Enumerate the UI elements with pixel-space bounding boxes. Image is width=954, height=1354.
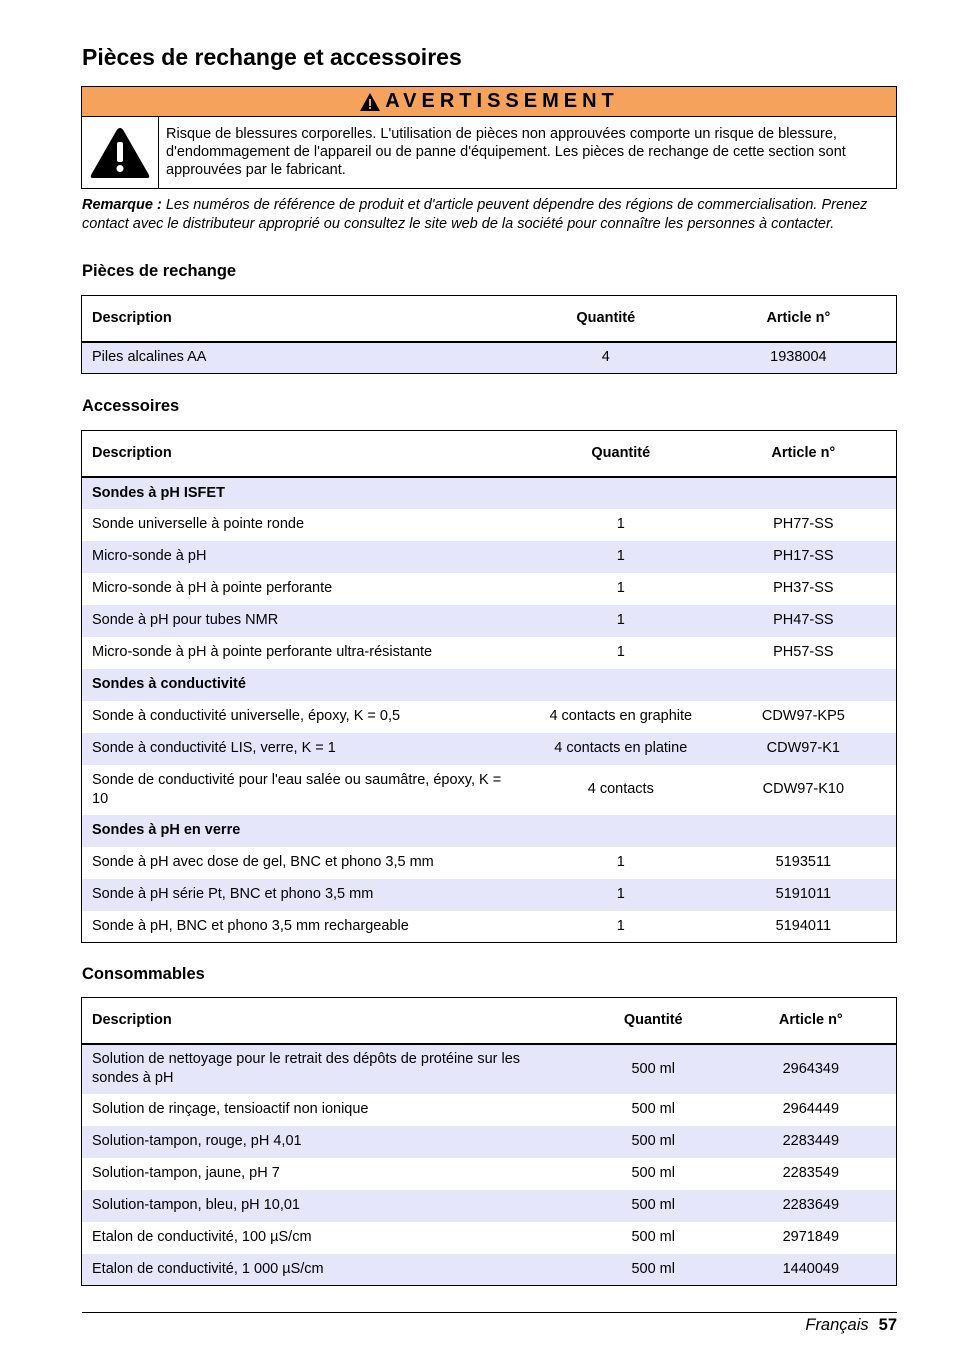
cell-article: PH77-SS: [773, 516, 834, 532]
cell-quantity: 500 ml: [631, 1165, 675, 1181]
cell-description: Micro-sonde à pH à pointe perforante: [92, 580, 333, 596]
footer-language: Français: [805, 1315, 869, 1334]
footer-divider: [82, 1312, 897, 1313]
cell-article: 2283449: [726, 1126, 897, 1158]
table-row: [82, 1158, 897, 1190]
col-quantity: Quantité: [531, 431, 711, 477]
cell-quantity: 1: [531, 879, 711, 911]
table-row: [82, 605, 897, 637]
cell-description: Etalon de conductivité, 100 µS/cm: [92, 1229, 312, 1245]
col-quantity: Quantité: [581, 998, 726, 1044]
table-row: [82, 541, 897, 573]
accessories-heading: Accessoires: [82, 397, 180, 415]
consumables-table: [81, 997, 897, 1286]
spares-table: [81, 295, 897, 374]
cell-description: Solution-tampon, bleu, pH 10,01: [82, 1190, 581, 1222]
warning-header: [82, 87, 896, 117]
cell-article: PH17-SS: [711, 541, 897, 573]
table-row: [82, 342, 897, 374]
cell-quantity: 500 ml: [631, 1229, 675, 1245]
cell-description: Sonde à pH série Pt, BNC et phono 3,5 mm: [82, 879, 531, 911]
cell-article: 5191011: [711, 879, 897, 911]
cell-description: Sonde de conductivité pour l'eau salée ou saumâtre, époxy, K = 10: [92, 771, 502, 807]
table-row: [82, 765, 897, 815]
cell-description: Piles alcalines AA: [82, 342, 511, 374]
cell-quantity: 1: [616, 644, 625, 660]
cell-article: 1938004: [701, 342, 897, 374]
cell-description: Sonde à conductivité LIS, verre, K = 1: [82, 733, 531, 765]
table-row: [82, 1126, 897, 1158]
col-description: Description: [82, 998, 581, 1044]
cell-article: 2283549: [782, 1165, 840, 1181]
warning-small-icon: [359, 92, 381, 112]
table-row: [82, 1094, 897, 1126]
cell-article: 5193511: [775, 854, 832, 870]
cell-description: Etalon de conductivité, 1 000 µS/cm: [82, 1254, 581, 1286]
cell-quantity: 4: [511, 342, 701, 374]
cell-quantity: 1: [616, 854, 625, 870]
cell-quantity: 1: [531, 541, 711, 573]
cell-article: CDW97-KP5: [761, 708, 845, 724]
table-row: [82, 509, 897, 541]
col-article: Article n°: [726, 998, 897, 1044]
cell-description: Solution-tampon, rouge, pH 4,01: [82, 1126, 581, 1158]
cell-quantity: 1: [616, 580, 625, 596]
cell-quantity: 1: [531, 605, 711, 637]
cell-quantity: 4 contacts en platine: [531, 733, 711, 765]
cell-article: 2971849: [782, 1229, 840, 1245]
col-description: Description: [82, 431, 531, 477]
cell-quantity: 4 contacts en graphite: [549, 708, 693, 724]
cell-article: 2964349: [726, 1044, 897, 1094]
table-row: [82, 733, 897, 765]
cell-quantity: 500 ml: [581, 1044, 726, 1094]
cell-quantity: 1: [616, 917, 625, 934]
table-row: [82, 1222, 897, 1254]
accessories-table: [81, 430, 897, 943]
cell-quantity: 500 ml: [631, 1101, 675, 1117]
table-row: [82, 847, 897, 879]
cell-description: Micro-sonde à pH: [82, 541, 531, 573]
cell-article: CDW97-K1: [711, 733, 897, 765]
table-row: [82, 573, 897, 605]
cell-article: 2283649: [726, 1190, 897, 1222]
group-row: [82, 815, 897, 847]
group-label: Sondes à conductivité: [82, 669, 897, 701]
cell-description: Solution-tampon, jaune, pH 7: [92, 1165, 280, 1181]
table-row: [82, 1044, 897, 1094]
note-label: Remarque :: [82, 197, 162, 213]
page-number: 57: [878, 1315, 897, 1334]
warning-text: Risque de blessures corporelles. L'utilisation de pièces non approuvées comporte un risque de blessure, d'endommagement de l'appareil ou de panne d'équipement. Les pièces de rechange de cette section sont approuvées par le fabricant.: [166, 126, 846, 178]
cell-article: PH37-SS: [773, 580, 834, 596]
group-label: Sondes à pH en verre: [82, 815, 897, 847]
cell-article: 1440049: [726, 1254, 897, 1286]
table-row: [82, 879, 897, 911]
cell-description: Sonde à pH avec dose de gel, BNC et phono 3,5 mm: [92, 854, 434, 870]
cell-description: Micro-sonde à pH à pointe perforante ultra-résistante: [92, 644, 433, 660]
cell-article: PH57-SS: [773, 644, 834, 660]
cell-description: Solution de rinçage, tensioactif non ionique: [92, 1101, 369, 1117]
col-article: Article n°: [711, 431, 897, 477]
col-description: Description: [82, 296, 511, 342]
warning-triangle-icon: [88, 125, 152, 181]
group-label: Sondes à pH ISFET: [82, 477, 897, 509]
warning-label: AVERTISSEMENT: [385, 90, 619, 112]
table-row: [82, 911, 897, 943]
cell-quantity: 1: [616, 516, 625, 532]
cell-description: Sonde à conductivité universelle, époxy, K = 0,5: [92, 708, 401, 724]
spares-heading: Pièces de rechange: [82, 262, 237, 280]
warning-icon-cell: [82, 117, 159, 188]
consumables-heading: Consommables: [82, 965, 205, 983]
group-row: [82, 477, 897, 509]
cell-quantity: 500 ml: [581, 1126, 726, 1158]
note-text: Les numéros de référence de produit et d'article peuvent dépendre des régions de commercialisation. Prenez contact avec le distributeur approprié ou consultez le site web de la société pour connaître les personnes à contacter.: [82, 197, 868, 232]
warning-box: [81, 86, 897, 189]
cell-article: 5194011: [775, 917, 832, 934]
table-row: [82, 1190, 897, 1222]
col-quantity: Quantité: [511, 296, 701, 342]
group-row: [82, 669, 897, 701]
cell-description: Sonde universelle à pointe ronde: [92, 516, 305, 532]
page-footer: [805, 1312, 897, 1332]
table-row: [82, 701, 897, 733]
col-article: Article n°: [701, 296, 897, 342]
cell-article: PH47-SS: [711, 605, 897, 637]
cell-article: 2964449: [782, 1101, 840, 1117]
cell-article: CDW97-K10: [762, 781, 845, 797]
table-row: [82, 1254, 897, 1286]
page-title: Pièces de rechange et accessoires: [82, 44, 462, 70]
cell-description: Sonde à pH, BNC et phono 3,5 mm rechargeable: [92, 917, 409, 934]
cell-description: Solution de nettoyage pour le retrait des dépôts de protéine sur les sondes à pH: [82, 1044, 581, 1094]
table-row: [82, 637, 897, 669]
cell-quantity: 500 ml: [581, 1190, 726, 1222]
cell-quantity: 4 contacts: [587, 781, 654, 797]
cell-quantity: 500 ml: [581, 1254, 726, 1286]
note: [82, 196, 897, 233]
cell-description: Sonde à pH pour tubes NMR: [82, 605, 531, 637]
